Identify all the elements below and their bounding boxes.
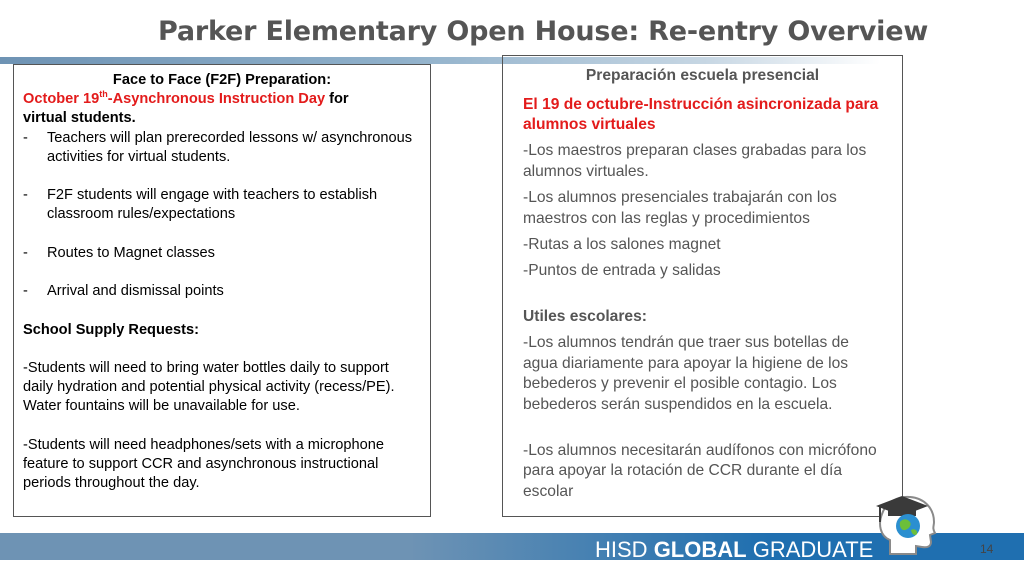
list-item-text: Routes to Magnet classes [47, 244, 215, 261]
supply-paragraph-1: -Students will need to bring water bottles daily to support daily hydration and potential physical activity (recess/PE). Water fountains will be unavailable for use. [23, 359, 395, 415]
list-item-text: Arrival and dismissal points [47, 283, 224, 300]
footer-brand-graduate: GRADUATE [752, 537, 874, 562]
dash-marker: - [23, 244, 28, 261]
spanish-date-line: El 19 de octubre-Instrucción asincronizada para alumnos virtuales [523, 95, 879, 134]
footer-brand [595, 537, 873, 563]
spanish-supply-heading: Utiles escolares: [523, 307, 647, 325]
date-red-a: October 19 [23, 91, 100, 108]
spanish-supply-paragraph-2: -Los alumnos necesitarán audífonos con micrófono para apoyar la rotación de CCR durante el día escolar [523, 441, 877, 500]
supply-heading: School Supply Requests: [23, 321, 199, 338]
graduate-head-logo-icon [872, 488, 940, 558]
page-title: Parker Elementary Open House: Re-entry Overview [158, 16, 929, 47]
spanish-supply-paragraph-1: -Los alumnos tendrán que traer sus botellas de agua diariamente para apoyar la higiene de los bebederos y prevenir el posible contagio. Los bebederos serán suspendidos en la escuela. [523, 333, 849, 413]
supply-paragraph-2: -Students will need headphones/sets with a microphone feature to support CCR and asynchronous instructional periods throughout the day. [23, 436, 385, 492]
list-item: -Rutas a los salones magnet [523, 235, 721, 253]
footer-brand-global: GLOBAL [653, 537, 747, 562]
date-line-2: virtual students. [23, 110, 136, 127]
spanish-panel [502, 55, 903, 517]
list-item [23, 244, 421, 263]
list-item: -Los alumnos presenciales trabajarán con los maestros con las reglas y procedimientos [523, 188, 837, 227]
dash-marker: - [23, 187, 28, 204]
date-tail: for [329, 91, 349, 108]
list-item [23, 282, 421, 301]
list-item-text: F2F students will engage with teachers to establish classroom rules/expectations [47, 187, 378, 223]
date-red-b: -Asynchronous Instruction Day [107, 91, 326, 108]
spanish-heading: Preparación escuela presencial [585, 67, 820, 84]
list-item: -Puntos de entrada y salidas [523, 261, 721, 279]
english-date-line [23, 90, 421, 109]
page-number: 14 [980, 542, 994, 556]
list-item-text: Teachers will plan prerecorded lessons w/ asynchronous activities for virtual students. [47, 129, 413, 165]
footer-brand-hisd: HISD [595, 537, 648, 562]
list-item [23, 129, 421, 167]
list-item: -Los maestros preparan clases grabadas para los alumnos virtuales. [523, 142, 867, 180]
list-item [23, 186, 421, 224]
date-superscript: th [99, 89, 108, 100]
dash-marker: - [23, 129, 28, 146]
dash-marker: - [23, 283, 28, 300]
english-panel [13, 64, 431, 517]
english-heading: Face to Face (F2F) Preparation: [112, 72, 332, 88]
